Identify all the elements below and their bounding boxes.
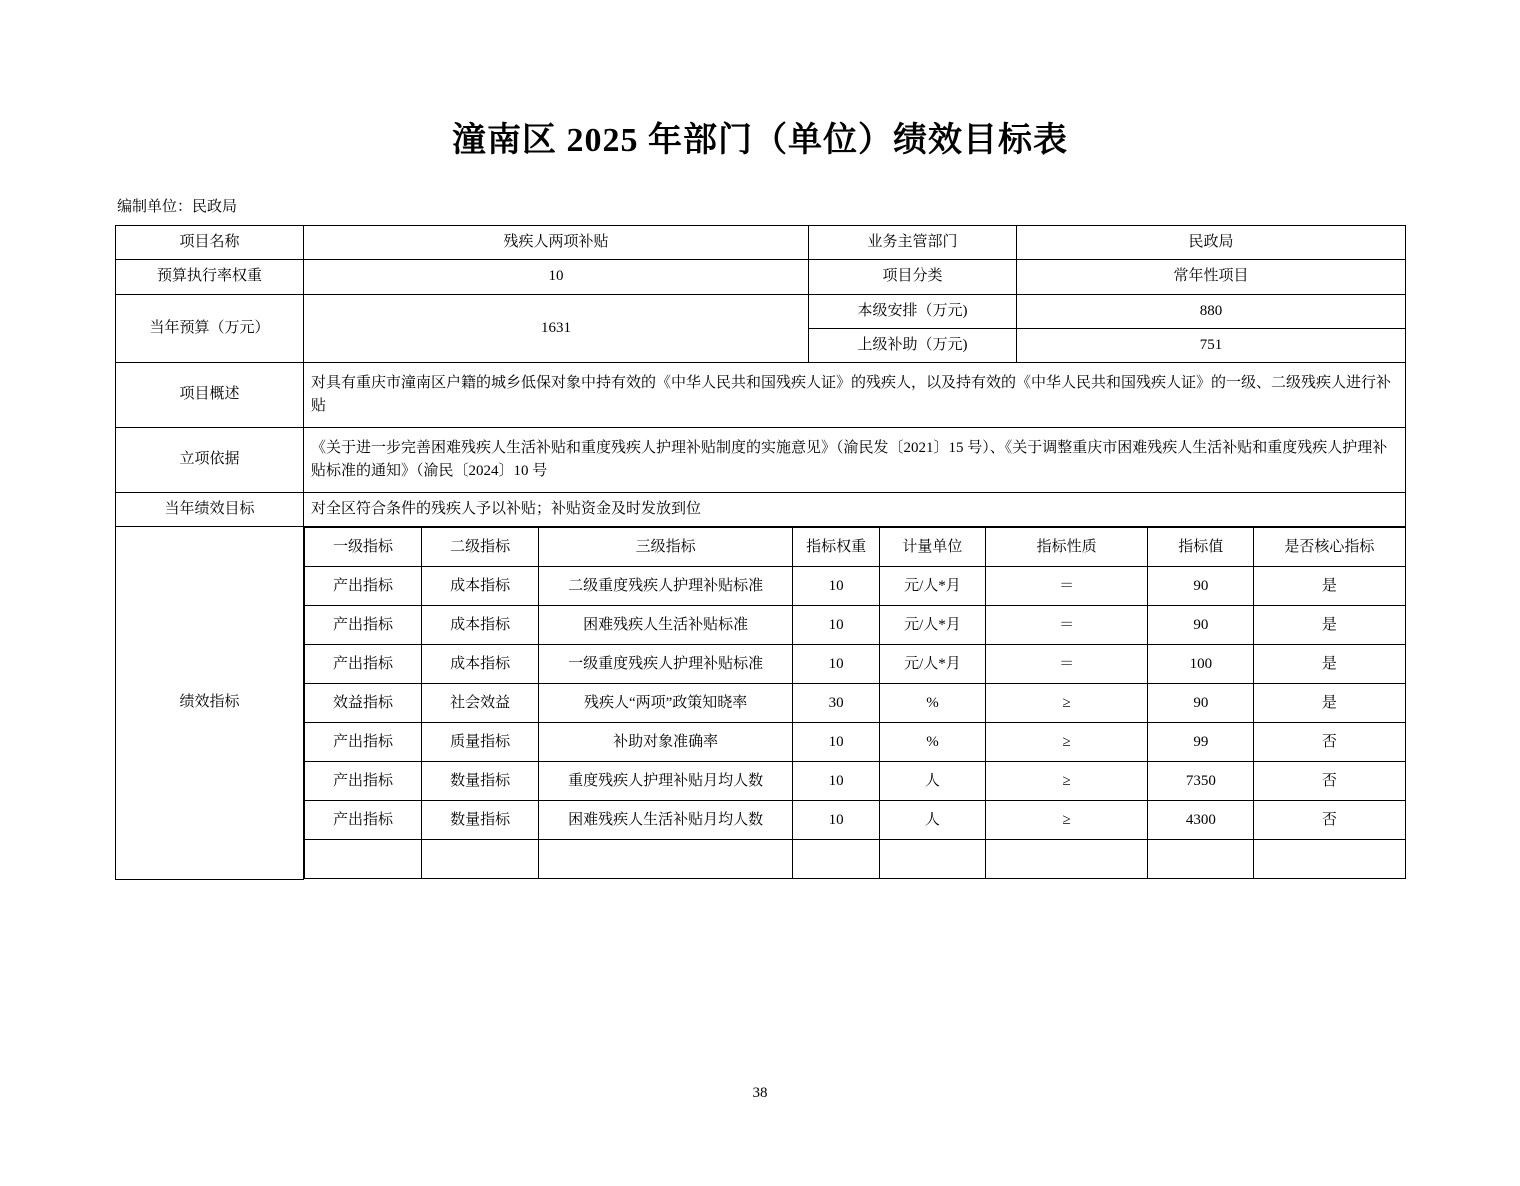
indicator-col-header: 二级指标	[422, 528, 539, 567]
indicator-cell: 质量指标	[422, 723, 539, 762]
indicator-cell: 90	[1148, 567, 1254, 606]
indicator-cell: 是	[1254, 645, 1405, 684]
indicator-cell	[305, 840, 422, 879]
dept-value: 民政局	[1017, 226, 1406, 260]
page-title: 潼南区 2025 年部门（单位）绩效目标表	[452, 122, 1068, 159]
table-row	[305, 801, 1406, 840]
indicator-cell: 一级重度残疾人护理补贴标准	[539, 645, 793, 684]
indicator-cell: 否	[1254, 723, 1405, 762]
indicator-col-header: 指标权重	[793, 528, 880, 567]
table-row	[305, 645, 1406, 684]
category-label: 项目分类	[809, 260, 1017, 294]
indicator-cell: 效益指标	[305, 684, 422, 723]
indicator-cell	[422, 840, 539, 879]
budget-label: 当年预算（万元）	[116, 294, 304, 363]
indicator-cell: ＝	[985, 567, 1148, 606]
indicator-cell: 100	[1148, 645, 1254, 684]
table-row-local-budget	[116, 294, 1406, 328]
indicator-cell: 10	[793, 567, 880, 606]
table-row	[305, 840, 1406, 879]
indicator-cell: 成本指标	[422, 606, 539, 645]
overview-label: 项目概述	[116, 363, 304, 428]
indicator-cell: 困难残疾人生活补贴月均人数	[539, 801, 793, 840]
indicator-detail-table	[304, 527, 1406, 879]
indicator-cell: 7350	[1148, 762, 1254, 801]
indicator-cell: 残疾人“两项”政策知晓率	[539, 684, 793, 723]
indicator-col-header: 一级指标	[305, 528, 422, 567]
indicator-cell: 否	[1254, 762, 1405, 801]
goal-value: 对全区符合条件的残疾人予以补贴；补贴资金及时发放到位	[304, 493, 1406, 527]
indicator-cell: 数量指标	[422, 801, 539, 840]
table-row	[305, 762, 1406, 801]
indicator-cell	[985, 840, 1148, 879]
table-row-overview	[116, 363, 1406, 428]
indicator-cell: 成本指标	[422, 645, 539, 684]
budget-value: 1631	[304, 294, 809, 363]
indicator-col-header: 指标性质	[985, 528, 1148, 567]
indicator-cell: 10	[793, 723, 880, 762]
indicator-cell: 10	[793, 801, 880, 840]
indicators-label: 绩效指标	[116, 527, 304, 880]
indicator-cell: 产出指标	[305, 801, 422, 840]
indicator-col-header: 指标值	[1148, 528, 1254, 567]
indicator-cell: 产出指标	[305, 606, 422, 645]
indicator-cell: %	[880, 723, 986, 762]
indicator-cell: 是	[1254, 684, 1405, 723]
indicator-cell: 30	[793, 684, 880, 723]
indicator-cell: 否	[1254, 801, 1405, 840]
document-page	[0, 112, 1520, 1186]
indicator-cell: ≥	[985, 684, 1148, 723]
indicator-cell: %	[880, 684, 986, 723]
table-row	[305, 567, 1406, 606]
basis-value: 《关于进一步完善困难残疾人生活补贴和重度残疾人护理补贴制度的实施意见》（渝民发〔2021〕15 号）、《关于调整重庆市困难残疾人生活补贴和重度残疾人护理补贴标准的通知》（渝民〔2024〕10 号	[304, 428, 1406, 493]
indicator-cell: 成本指标	[422, 567, 539, 606]
table-row	[305, 606, 1406, 645]
indicator-col-header: 计量单位	[880, 528, 986, 567]
table-row	[305, 723, 1406, 762]
indicator-cell: 是	[1254, 567, 1405, 606]
indicator-cell: 元/人*月	[880, 645, 986, 684]
indicator-cell: 人	[880, 762, 986, 801]
project-name-value: 残疾人两项补贴	[304, 226, 809, 260]
indicator-col-header: 是否核心指标	[1254, 528, 1405, 567]
upper-subsidy-label: 上级补助（万元)	[809, 328, 1017, 362]
indicator-cell: 是	[1254, 606, 1405, 645]
indicator-cell	[1254, 840, 1405, 879]
table-row	[305, 684, 1406, 723]
indicator-cell: 产出指标	[305, 567, 422, 606]
table-row-indicators	[116, 527, 1406, 880]
indicator-cell: ＝	[985, 606, 1148, 645]
indicator-cell: ＝	[985, 645, 1148, 684]
exec-weight-label: 预算执行率权重	[116, 260, 304, 294]
indicator-cell: 元/人*月	[880, 606, 986, 645]
indicator-cell: 产出指标	[305, 762, 422, 801]
indicator-cell: 99	[1148, 723, 1254, 762]
indicator-cell	[1148, 840, 1254, 879]
indicator-cell: 产出指标	[305, 723, 422, 762]
category-value: 常年性项目	[1017, 260, 1406, 294]
project-name-label: 项目名称	[116, 226, 304, 260]
table-row-exec-weight	[116, 260, 1406, 294]
performance-target-table	[115, 225, 1406, 880]
indicator-col-header: 三级指标	[539, 528, 793, 567]
indicator-cell: 重度残疾人护理补贴月均人数	[539, 762, 793, 801]
indicator-cell: 数量指标	[422, 762, 539, 801]
overview-value: 对具有重庆市潼南区户籍的城乡低保对象中持有效的《中华人民共和国残疾人证》的残疾人，以及持有效的《中华人民共和国残疾人证》的一级、二级残疾人进行补贴	[304, 363, 1406, 428]
indicator-cell: 补助对象准确率	[539, 723, 793, 762]
table-row-basis	[116, 428, 1406, 493]
indicator-cell: 10	[793, 606, 880, 645]
indicator-cell	[539, 840, 793, 879]
indicator-cell: ≥	[985, 723, 1148, 762]
table-row-project-name	[116, 226, 1406, 260]
page-number: 38	[752, 1085, 768, 1101]
indicator-cell	[880, 840, 986, 879]
indicator-cell: 元/人*月	[880, 567, 986, 606]
indicator-cell: 产出指标	[305, 645, 422, 684]
indicator-cell: 90	[1148, 684, 1254, 723]
indicators-container	[304, 527, 1406, 880]
goal-label: 当年绩效目标	[116, 493, 304, 527]
indicator-cell: 困难残疾人生活补贴标准	[539, 606, 793, 645]
indicator-cell: ≥	[985, 762, 1148, 801]
indicator-header-row	[305, 528, 1406, 567]
indicator-cell: 人	[880, 801, 986, 840]
dept-label: 业务主管部门	[809, 226, 1017, 260]
indicator-cell: 4300	[1148, 801, 1254, 840]
indicator-cell: ≥	[985, 801, 1148, 840]
basis-label: 立项依据	[116, 428, 304, 493]
indicator-cell: 社会效益	[422, 684, 539, 723]
indicator-cell	[793, 840, 880, 879]
local-arrangement-label: 本级安排（万元)	[809, 294, 1017, 328]
exec-weight-value: 10	[304, 260, 809, 294]
upper-subsidy-value: 751	[1017, 328, 1406, 362]
indicator-cell: 二级重度残疾人护理补贴标准	[539, 567, 793, 606]
indicator-cell: 90	[1148, 606, 1254, 645]
compiler-unit: 编制单位：民政局	[117, 199, 238, 215]
indicator-cell: 10	[793, 645, 880, 684]
indicator-cell: 10	[793, 762, 880, 801]
table-row-goal	[116, 493, 1406, 527]
local-arrangement-value: 880	[1017, 294, 1406, 328]
